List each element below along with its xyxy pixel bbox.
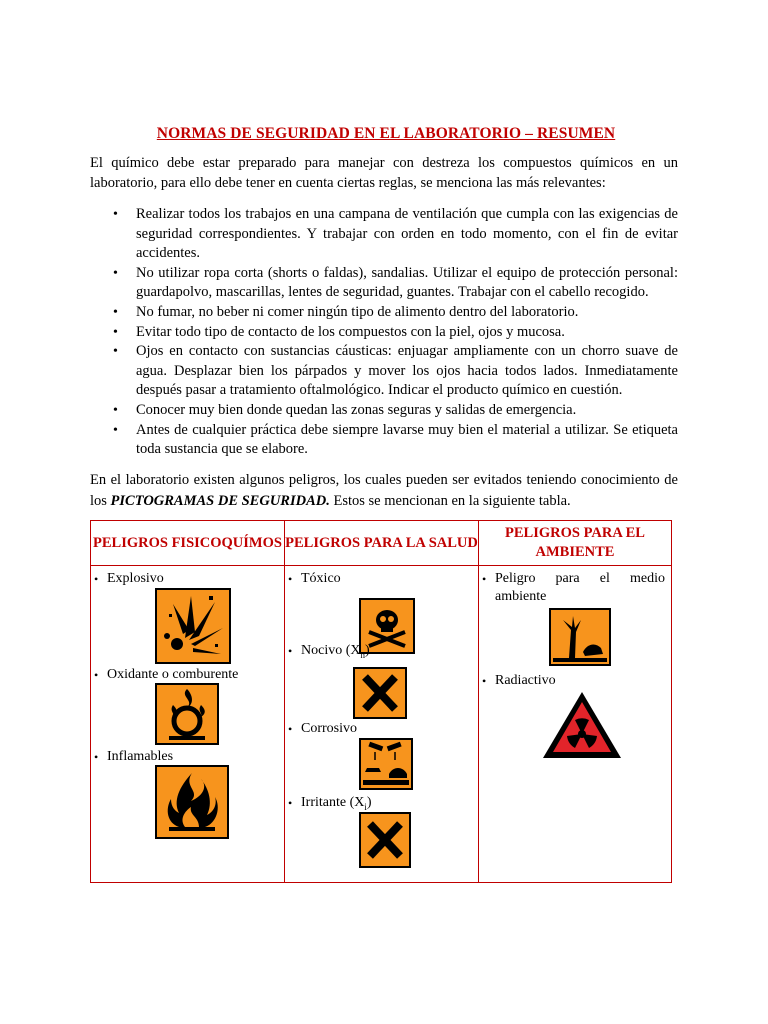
list-item: • Tóxico bbox=[288, 571, 341, 586]
list-item: • Corrosivo bbox=[288, 721, 357, 736]
bullet-icon: • bbox=[113, 207, 118, 222]
header-environment: PELIGROS PARA EL AMBIENTE bbox=[479, 521, 672, 566]
irritant-x-icon bbox=[359, 812, 411, 868]
list-item: • Oxidante o comburente bbox=[94, 667, 239, 682]
bullet-icon: • bbox=[113, 304, 118, 320]
bullet-icon: • bbox=[113, 402, 118, 418]
list-item: • Ojos en contacto con sustancias cáusticas: enjuagar ampliamente con un chorro suave de agua. Desplazar bien los párpados y mover los ojos hacia todos lados. Inmediatamente después pasar a tratamiento oftalmológico. Indicar el producto químico en cuestión. bbox=[113, 343, 678, 399]
header-physchem: PELIGROS FISICOQUÍMOS bbox=[91, 521, 285, 566]
bullet-icon: • bbox=[113, 324, 118, 340]
list-item: • Radiactivo bbox=[482, 673, 556, 688]
physchem-cell bbox=[91, 566, 285, 883]
flammable-icon bbox=[155, 765, 229, 839]
header-health: PELIGROS PARA LA SALUD bbox=[285, 521, 479, 566]
bullet-icon: • bbox=[288, 572, 293, 586]
bullet-icon: • bbox=[113, 344, 118, 360]
hazard-table bbox=[90, 520, 672, 883]
bullet-icon: • bbox=[482, 572, 487, 586]
list-item: • Irritante $(X_i)$ bbox=[288, 795, 372, 812]
bullet-icon: • bbox=[113, 422, 118, 438]
list-item: • Inflamables bbox=[94, 749, 174, 764]
environment-hazard-icon bbox=[549, 608, 611, 666]
list-item: • No fumar, no beber ni comer ningún tipo de alimento dentro del laboratorio. bbox=[90, 303, 678, 323]
explosive-icon bbox=[155, 588, 231, 664]
closing-paragraph: En el laboratorio existen algunos peligros, los cuales pueden ser evitados teniendo conocimiento de los PICTOGRAMAS DE SEGURIDAD. Estos se mencionan en la siguiente tabla. bbox=[90, 472, 678, 509]
bullet-icon: • bbox=[94, 750, 99, 764]
bullet-icon: • bbox=[113, 265, 118, 281]
list-item: • Conocer muy bien donde quedan las zonas seguras y salidas de emergencia. bbox=[90, 401, 678, 421]
list-item: • Nocivo $(X_n)$ bbox=[288, 643, 370, 660]
list-item: • No utilizar ropa corta (shorts o faldas), sandalias. Utilizar el equipo de protección personal: guardapolvo, mascarillas, lentes de seguridad, guantes. Trabajar con el cabello recogido. bbox=[113, 264, 678, 301]
bullet-icon: • bbox=[288, 722, 293, 736]
page-title: NORMAS DE SEGURIDAD EN EL LABORATORIO – RESUMEN bbox=[156, 125, 616, 142]
environment-cell bbox=[479, 566, 672, 883]
list-item: • Explosivo bbox=[94, 571, 164, 586]
list-item: • Realizar todos los trabajos en una campana de ventilación que cumpla con las exigencias de seguridad correspondientes. Y trabajar con orden en todo momento, con el fin de evitar accidentes. bbox=[113, 206, 678, 262]
table-header-row bbox=[91, 521, 672, 566]
radioactive-icon bbox=[541, 690, 623, 760]
emphasis-pictograms: PICTOGRAMAS DE SEGURIDAD. bbox=[110, 493, 330, 509]
list-item: • Peligro para el medio ambiente bbox=[482, 571, 665, 604]
bullet-icon: • bbox=[482, 674, 487, 688]
health-cell bbox=[285, 566, 479, 883]
table-row bbox=[91, 566, 672, 883]
bullet-icon: • bbox=[288, 644, 293, 658]
intro-paragraph: El químico debe estar preparado para manejar con destreza los compuestos químicos en un laboratorio, para ello debe tener en cuenta ciertas reglas, se menciona las más relevantes: bbox=[90, 155, 678, 191]
bullet-icon: • bbox=[94, 572, 99, 586]
list-item: • Evitar todo tipo de contacto de los compuestos con la piel, ojos y mucosa. bbox=[90, 323, 678, 343]
harmful-x-icon bbox=[353, 667, 407, 719]
bullet-icon: • bbox=[94, 668, 99, 682]
oxidizer-icon bbox=[155, 683, 219, 745]
rules-list bbox=[90, 205, 678, 460]
bullet-icon: • bbox=[288, 796, 293, 810]
list-item: • Antes de cualquier práctica debe siempre lavarse muy bien el material a utilizar. Se etiqueta toda sustancia que se elabore. bbox=[113, 421, 678, 458]
corrosive-icon bbox=[359, 738, 413, 790]
